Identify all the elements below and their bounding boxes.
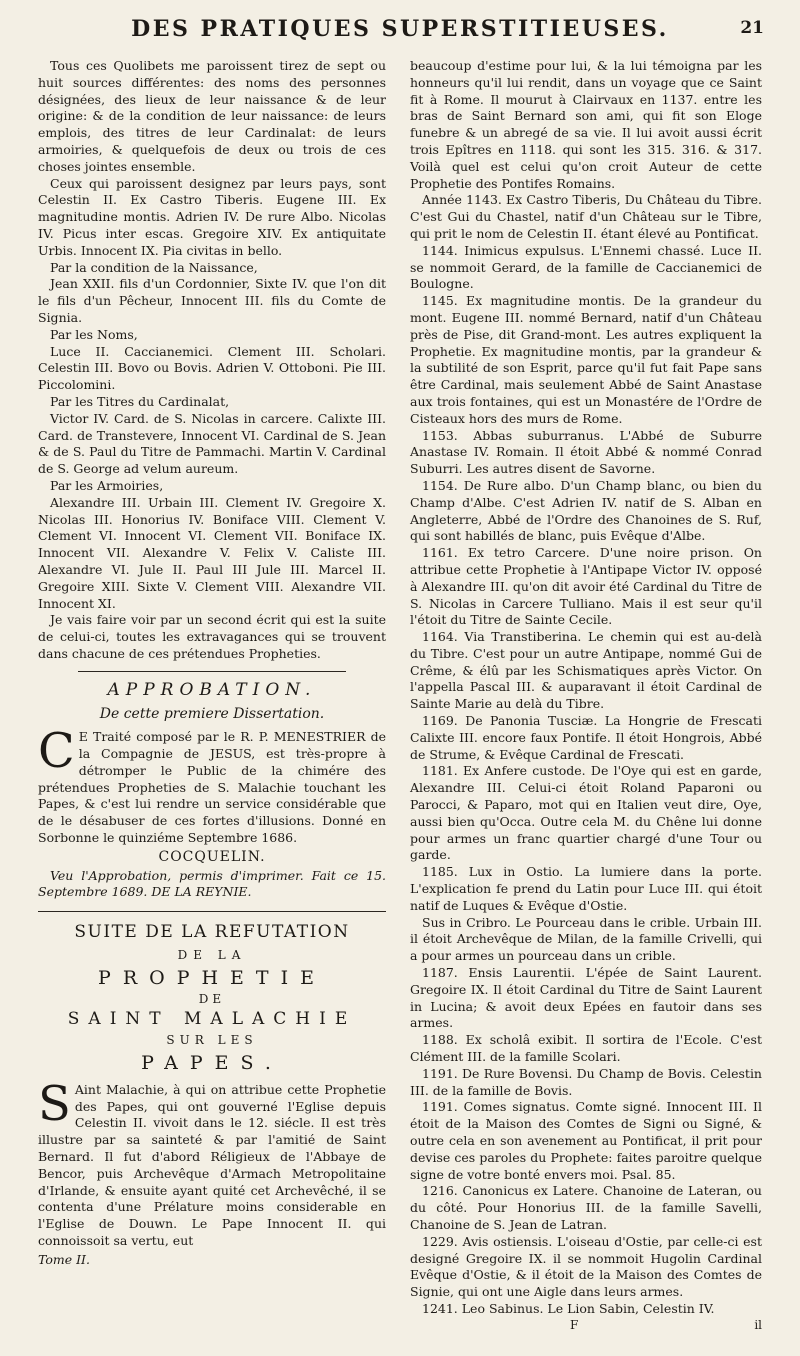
- drop-cap: C: [38, 723, 75, 780]
- drop-cap: S: [38, 1075, 71, 1132]
- suite-text: Aint Malachie, à qui on attribue cette Prophetie des Papes, qui ont gouverné l'Eglise depuis Celestin II. vivoit dans le 12. siécle. Il est très illustre par sa sainteté & par l'amitié de Saint Bernard. Il fut d'abord Réligieux de l'Abbaye de Bencor, puis Archevêque d'Armach Metropolitaine d'Irlande, & ensuite ayant quité cet Archevêché, il se contenta d'une Prélature moins considerable en l'Eglise de Douwn. Le Pape Innocent II. qui connoissoit sa vertu, eut: [38, 1081, 386, 1248]
- running-header: [30, 16, 770, 46]
- right-column: [410, 58, 762, 1318]
- paragraph: 1216. Canonicus ex Latere. Chanoine de Lateran, ou du côté. Pour Honorius III. de la famille Savelli, Chanoine de S. Jean de Latran.: [410, 1183, 762, 1232]
- page-number: 21: [740, 18, 764, 38]
- approbation-signature: COCQUELIN.: [158, 848, 266, 865]
- paragraph: 1161. Ex tetro Carcere. D'une noire prison. On attribue cette Prophetie à l'Antipape Victor IV. opposé à Alexandre III. qu'on dit avoir été Cardinal du Titre de S. Nicolas in Carcere Tulliano. Mais il est seur qu'il l'étoit du Titre de Sainte Cecile.: [410, 545, 762, 628]
- paragraph: Année 1143. Ex Castro Tiberis, Du Château du Tibre. C'est Gui du Chastel, natif d'un Château sur le Tibre, qui prit le nom de Celestin II. étant élevé au Pontificat.: [410, 192, 762, 241]
- section-title-line: PAPES.: [141, 1052, 283, 1075]
- paragraph: 1153. Abbas suburranus. L'Abbé de Suburre Anastase IV. Romain. Il étoit Abbé & nommé Conrad Suburri. Les autres disent de Savorne.: [410, 427, 762, 477]
- paragraph: 1185. Lux in Ostio. La lumiere dans la porte. L'explication fe prend du Latin pour Luce III. qui étoit natif de Luques & Evêque d'Ostie.: [410, 864, 762, 913]
- signature-mark: F: [570, 1318, 579, 1332]
- divider: [38, 911, 386, 912]
- approbation-subheading: De cette premiere Dissertation.: [99, 706, 325, 723]
- paragraph: Sus in Cribro. Le Pourceau dans le crible. Urbain III. il étoit Archevêque de Milan, de la famille Crivelli, qui a pour armes un pourceau dans un crible.: [410, 914, 762, 964]
- paragraph: Par la condition de la Naissance,: [50, 259, 258, 275]
- section-title-line: SAINT MALACHIE: [67, 1009, 357, 1030]
- printing-permit: Veu l'Approbation, permis d'imprimer. Fait ce 15. Septembre 1689. DE LA REYNIE.: [38, 867, 386, 900]
- paragraph: Jean XXII. fils d'un Cordonnier, Sixte IV. que l'on dit le fils d'un Pêcheur, Innocent III. fils du Comte de Signia.: [38, 276, 386, 325]
- section-title-line: PROPHETIE: [98, 966, 326, 989]
- section-title: SUITE DE LA REFUTATION: [74, 922, 350, 943]
- paragraph: Par les Titres du Cardinalat,: [50, 393, 230, 409]
- paragraph: 1191. Comes signatus. Comte signé. Innocent III. Il étoit de la Maison des Comtes de Signi ou Signé, & outre cela en son avenement au Pontificat, il prit pour devise ces paroles du Prophete: faites paroitre quelque signe de votre bonté envers moi. Psal. 85.: [410, 1099, 762, 1182]
- paragraph: 1241. Leo Sabinus. Le Lion Sabin, Celestin IV.: [422, 1300, 715, 1316]
- paragraph: 1181. Ex Anfere custode. De l'Oye qui est en garde, Alexandre III. Celui-ci étoit Roland Paparoni ou Parocci, & Paparo, mot qui en Italien veut dire, Oye, aussi bien qu'Occa. Outre cela M. du Chêne lui donne pour armes un franc quartier chargé d'une Tour ou garde.: [410, 763, 762, 863]
- approbation-heading: APPROBATION.: [107, 679, 317, 700]
- left-column: [38, 58, 386, 1269]
- paragraph: 1187. Ensis Laurentii. L'épée de Saint Laurent. Gregoire IX. Il étoit Cardinal du Titre de Saint Laurent in Lucina; & avoit deux Epées en fautoir dans ses armes.: [410, 965, 762, 1031]
- paragraph: Tous ces Quolibets me paroissent tirez de sept ou huit sources différentes: des noms des personnes désignées, des lieux de leur naissance & de leur origine: & de la condition de leur naissance: de leurs emplois, des titres de leur Cardinalat: de leurs armoiries, & quelquefois de deux ou trois de ces choses jointes ensemble.: [38, 58, 386, 174]
- paragraph: 1154. De Rure albo. D'un Champ blanc, ou bien du Champ d'Albe. C'est Adrien IV. natif de S. Alban en Angleterre, Abbé de l'Ordre des Chanoines de S. Ruf, qui sont habillés de blanc, puis Evêque d'Albe.: [410, 477, 762, 544]
- approbation-text: E Traité composé par le R. P. MENESTRIER de la Compagnie de JESUS, est très-propre à détromper le Public de la chimére des prétendues Propheties de S. Malachie touchant les Papes, & c'est lui rendre un service considérable que de le désabuser de ces fortes d'illusions. Donné en Sorbonne le quinziéme Septembre 1686.: [38, 729, 386, 846]
- section-title-line: DE: [198, 991, 226, 1006]
- paragraph: 1164. Via Transtiberina. Le chemin qui est au-delà du Tibre. C'est pour un autre Antipape, nommé Gui de Crême, & élû par les Schismatiques après Victor. On l'appella Pascal III. & auparavant il étoit Cardinal de Sainte Marie au delà du Tibre.: [410, 629, 762, 712]
- suite-block: [38, 1075, 386, 1250]
- volume-mark: Tome II.: [38, 1251, 90, 1267]
- paragraph: 1191. De Rure Bovensi. Du Champ de Bovis. Celestin III. de la famille de Bovis.: [410, 1065, 762, 1098]
- section-title-line: DE LA: [177, 948, 247, 963]
- paragraph: Victor IV. Card. de S. Nicolas in carcere. Calixte III. Card. de Transtevere, Innocent VI. Cardinal de S. Jean & de S. Paul du Titre de Pammachi. Martin V. Cardinal de S. George ad velum aureum.: [38, 410, 386, 477]
- running-title: DES PRATIQUES SUPERSTITIEUSES.: [131, 16, 669, 42]
- section-title-line: SUR LES: [166, 1033, 258, 1048]
- paragraph: 1188. Ex scholâ exibit. Il sortira de l'Ecole. C'est Clément III. de la famille Scolari.: [410, 1032, 762, 1065]
- catchword: il: [754, 1318, 762, 1332]
- paragraph: 1229. Avis ostiensis. L'oiseau d'Ostie, par celle-ci est designé Gregoire IX. il se nommoit Hugolin Cardinal Evêque d'Ostie, & il étoit de la Maison des Comtes de Signie, qui ont une Aigle dans leurs armes.: [410, 1233, 762, 1300]
- paragraph: Ceux qui paroissent designez par leurs pays, sont Celestin II. Ex Castro Tiberis. Eugene III. Ex magnitudine montis. Adrien IV. De rure Albo. Nicolas IV. Picus inter escas. Gregoire XIV. Ex antiquitate Urbis. Innocent IX. Pia civitas in bello.: [38, 175, 386, 258]
- paragraph: Par les Armoiries,: [50, 477, 164, 493]
- approbation-block: [38, 723, 386, 847]
- paragraph: Alexandre III. Urbain III. Clement IV. Gregoire X. Nicolas III. Honorius IV. Boniface VIII. Clement V. Clement VI. Innocent VI. Clement VII. Boniface IX. Innocent VII. Alexandre V. Felix V. Caliste III. Alexandre VI. Jule II. Paul III Jule III. Marcel II. Gregoire XIII. Sixte V. Clement VIII. Alexandre VII. Innocent XI.: [38, 494, 386, 611]
- paragraph: beaucoup d'estime pour lui, & la lui témoigna par les honneurs qu'il lui rendit, dans un voyage que ce Saint fit à Rome. Il mourut à Clairvaux en 1137. entre les bras de Saint Bernard son ami, qui fit son Eloge funebre & un abregé de sa vie. Il lui avoit aussi écrit trois Epîtres en 1118. qui sont les 315. 316. & 317. Voilà quel est celui qu'on croit Auteur de cette Prophetie des Pontifes Romains.: [410, 58, 762, 191]
- paragraph: 1145. Ex magnitudine montis. De la grandeur du mont. Eugene III. nommé Bernard, natif d'un Château près de Pise, dit Grand-mont. Les autres expliquent la Prophetie. Ex magnitudine montis, par la grandeur & la subtilité de son Esprit, parce qu'il fut fait Pape sans être Cardinal, mais seulement Abbé de Saint Anastase aux trois fontaines, qui est un Monastére de l'Ordre de Cisteaux hors des murs de Rome.: [410, 293, 762, 426]
- paragraph: 1144. Inimicus expulsus. L'Ennemi chassé. Luce II. se nommoit Gerard, de la famille de Caccianemici de Boulogne.: [410, 242, 762, 292]
- paragraph: 1169. De Panonia Tusciæ. La Hongrie de Frescati Calixte III. encore faux Pontife. Il étoit Hongrois, Abbé de Strume, & Evêque Cardinal de Frescati.: [410, 713, 762, 762]
- divider: [78, 671, 346, 672]
- paragraph: Luce II. Caccianemici. Clement III. Scholari. Celestin III. Bovo ou Bovis. Adrien V. Ottoboni. Pie III. Piccolomini.: [38, 343, 386, 393]
- paragraph: Je vais faire voir par un second écrit qui est la suite de celui-ci, toutes les extravagances qui se trouvent dans chacune de ces prétendues Propheties.: [38, 612, 386, 661]
- paragraph: Par les Noms,: [50, 326, 138, 342]
